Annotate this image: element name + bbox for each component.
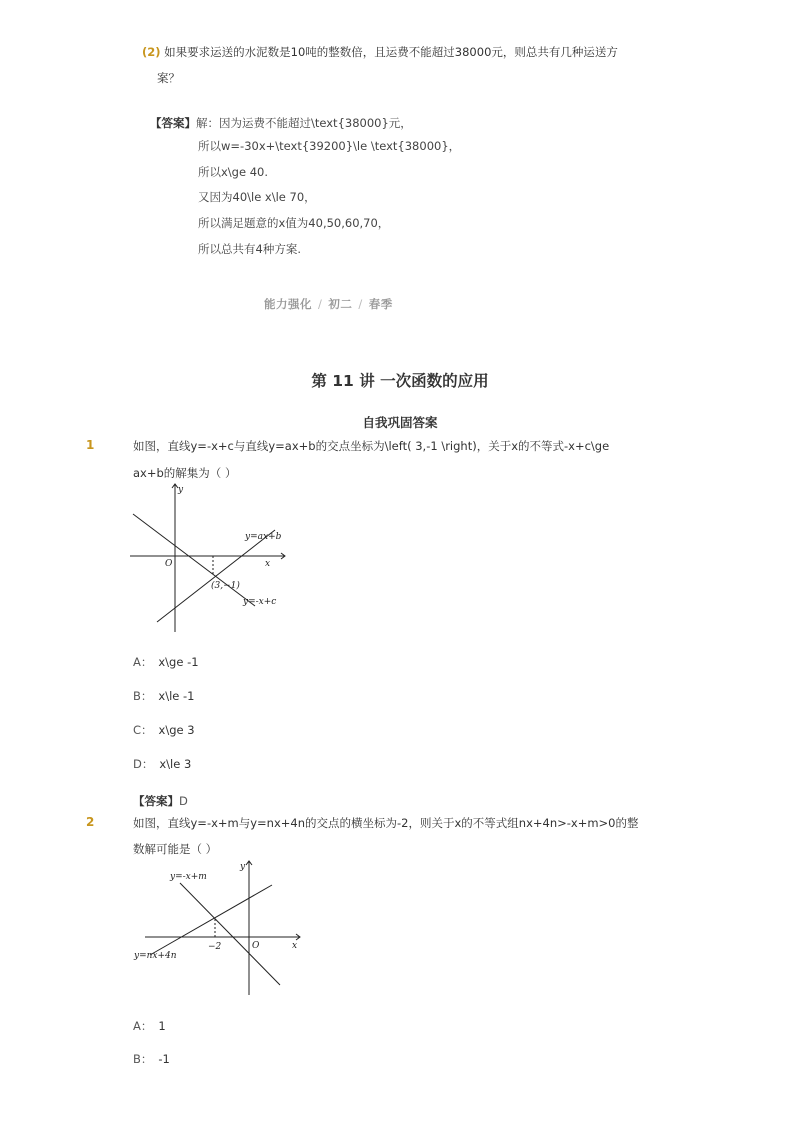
origin-label: O: [165, 559, 173, 569]
question-text: 数解可能是（ ）: [133, 842, 218, 856]
line-label: y=-x+c: [243, 597, 277, 607]
option-label: D：: [133, 757, 154, 771]
option-label: A：: [133, 655, 153, 669]
page-footer: [264, 296, 393, 312]
part2-text-line1: 如果要求运送的水泥数是10吨的整数倍，且运费不能超过38000元，则总共有几种运送方: [164, 45, 618, 59]
question-number: 1: [86, 438, 95, 452]
option-d[interactable]: [133, 756, 191, 772]
footer-item: 能力强化: [264, 297, 312, 311]
solution-line: 又因为40\le x\le 70，: [198, 190, 316, 204]
line-y-minus-x-plus-m: [180, 883, 280, 985]
q1-answer: [133, 790, 188, 809]
question-text: ax+b的解集为（ ）: [133, 466, 237, 480]
option-a[interactable]: [133, 1018, 166, 1034]
solution-line: 所以满足题意的x值为40,50,60,70，: [198, 216, 390, 230]
y-axis-label: y: [178, 485, 184, 495]
option-text: x\ge -1: [158, 655, 199, 669]
question-text: 如图，直线y=-x+c与直线y=ax+b的交点坐标为\left( 3,-1 \right)，关于x的不等式-x+c\ge: [133, 439, 610, 453]
option-text: -1: [158, 1052, 170, 1066]
solution-line: 所以总共有4种方案.: [198, 242, 301, 256]
part2-number: (2): [142, 45, 161, 59]
option-text: x\le -1: [158, 689, 195, 703]
point-label: (3,−1): [211, 581, 240, 591]
option-b[interactable]: [133, 688, 194, 704]
option-c[interactable]: [133, 722, 195, 738]
line-label: y=nx+4n: [134, 951, 177, 961]
part2-question: [142, 44, 618, 60]
solution-line: 所以w=-30x+\text{39200}\le \text{38000}，: [198, 139, 461, 153]
q2-figure: [130, 855, 310, 1000]
option-text: x\ge 3: [158, 723, 195, 737]
line-label: y=ax+b: [245, 532, 282, 542]
footer-item: 春季: [368, 297, 393, 311]
x-axis-label: x: [265, 559, 271, 569]
option-text: x\le 3: [159, 757, 192, 771]
origin-label: O: [252, 941, 260, 951]
answer-value: D: [179, 794, 188, 808]
option-label: B：: [133, 1052, 153, 1066]
option-label: A：: [133, 1019, 153, 1033]
q1-figure: [125, 478, 295, 638]
answer-tag: 【答案】: [150, 116, 196, 130]
line-label: y=-x+m: [170, 872, 207, 882]
option-label: B：: [133, 689, 153, 703]
footer-separator: /: [358, 297, 363, 311]
x-axis-label: x: [292, 941, 298, 951]
section-title: 自我巩固答案: [362, 415, 438, 430]
footer-item: 初二: [328, 297, 353, 311]
footer-separator: /: [318, 297, 323, 311]
answer-tag: 【答案】: [133, 794, 179, 808]
tick-label: −2: [208, 942, 222, 952]
question-text: 如图，直线y=-x+m与y=nx+4n的交点的横坐标为-2，则关于x的不等式组nx+4n>-x+m>0的整: [133, 816, 639, 830]
part2-text-line2: 案？: [157, 71, 180, 85]
solution-line: 所以x\ge 40.: [198, 165, 268, 179]
option-b[interactable]: [133, 1051, 170, 1067]
option-text: 1: [158, 1019, 166, 1033]
option-label: C：: [133, 723, 153, 737]
solution-line: 解：因为运费不能超过\text{38000}元，: [196, 116, 412, 130]
question-number: 2: [86, 815, 95, 829]
option-a[interactable]: [133, 654, 199, 670]
lecture-title: 第 11 讲 一次函数的应用: [311, 372, 489, 390]
y-axis-label: y: [240, 862, 246, 872]
part2-solution: [150, 112, 412, 131]
